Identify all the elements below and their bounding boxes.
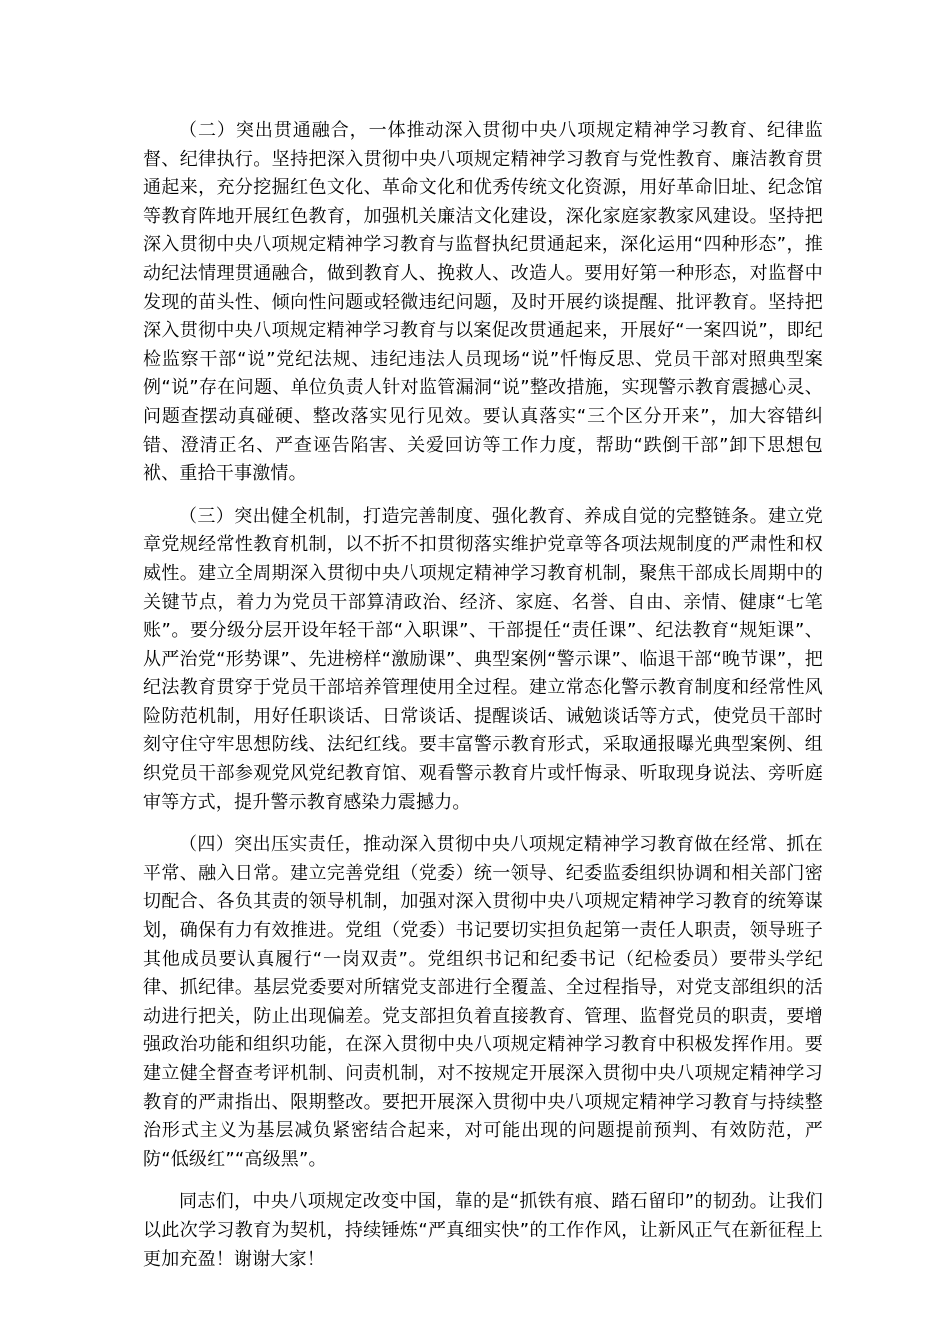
paragraph-section-4: （四）突出压实责任，推动深入贯彻中央八项规定精神学习教育做在经常、抓在平常、融入日常。建立完善党组（党委）统一领导、纪委监委组织协调和相关部门密切配合、各负其责的领导机制，加强对深入贯彻中央八项规定精神学习教育的统筹谋划，确保有力有效推进。党组（党委）书记要切实担负起第一责任人职责，领导班子其他成员要认真履行“一岗双责”。党组织书记和纪委书记（纪检委员）要带头学纪律、抓纪律。基层党委要对所辖党支部进行全覆盖、全过程指导，对党支部组织的活动进行把关，防止出现偏差。党支部担负着直接教育、管理、监督党员的职责，要增强政治功能和组织功能，在深入贯彻中央八项规定精神学习教育中积极发挥作用。要建立健全督查考评机制、问责机制，对不按规定开展深入贯彻中央八项规定精神学习教育的严肃指出、限期整改。要把开展深入贯彻中央八项规定精神学习教育与持续整治形式主义为基层减负紧密结合起来，对可能出现的问题提前预判、有效防范，严防“低级红”“高级黑”。 (143, 834, 823, 1170)
document-page (143, 117, 823, 1288)
paragraph-section-2: （二）突出贯通融合，一体推动深入贯彻中央八项规定精神学习教育、纪律监督、纪律执行。坚持把深入贯彻中央八项规定精神学习教育与党性教育、廉洁教育贯通起来，充分挖掘红色文化、革命文化和优秀传统文化资源，用好革命旧址、纪念馆等教育阵地开展红色教育，加强机关廉洁文化建设，深化家庭家教家风建设。坚持把深入贯彻中央八项规定精神学习教育与监督执纪贯通起来，深化运用“四种形态”，推动纪法情理贯通融合，做到教育人、挽救人、改造人。要用好第一种形态，对监督中发现的苗头性、倾向性问题或轻微违纪问题，及时开展约谈提醒、批评教育。坚持把深入贯彻中央八项规定精神学习教育与以案促改贯通起来，开展好“一案四说”，即纪检监察干部“说”党纪法规、违纪违法人员现场“说”忏悔反思、党员干部对照典型案例“说”存在问题、单位负责人针对监管漏洞“说”整改措施，实现警示教育震撼心灵、问题查摆动真碰硬、整改落实见行见效。要认真落实“三个区分开来”，加大容错纠错、澄清正名、严查诬告陷害、关爱回访等工作力度，帮助“跌倒干部”卸下思想包袱、重拾干事激情。 (143, 120, 823, 485)
paragraph-section-3: （三）突出健全机制，打造完善制度、强化教育、养成自觉的完整链条。建立党章党规经常性教育机制，以不折不扣贯彻落实维护党章等各项法规制度的严肃性和权威性。建立全周期深入贯彻中央八项规定精神学习教育机制，聚焦干部成长周期中的关键节点，着力为党员干部算清政治、经济、家庭、名誉、自由、亲情、健康“七笔账”。要分级分层开设年轻干部“入职课”、干部提任“责任课”、纪法教育“规矩课”、从严治党“形势课”、先进榜样“激励课”、典型案例“警示课”、临退干部“晚节课”，把纪法教育贯穿于党员干部培养管理使用全过程。建立常态化警示教育制度和经常性风险防范机制，用好任职谈话、日常谈话、提醒谈话、诫勉谈话等方式，使党员干部时刻守住守牢思想防线、法纪红线。要丰富警示教育形式，采取通报曝光典型案例、组织党员干部参观党风党纪教育馆、观看警示教育片或忏悔录、听取现身说法、旁听庭审等方式，提升警示教育感染力震撼力。 (143, 505, 823, 813)
paragraph-closing: 同志们，中央八项规定改变中国，靠的是“抓铁有痕、踏石留印”的韧劲。让我们以此次学习教育为契机，持续锤炼“严真细实快”的工作作风，让新风正气在新征程上更加充盈！谢谢大家！ (143, 1191, 823, 1270)
